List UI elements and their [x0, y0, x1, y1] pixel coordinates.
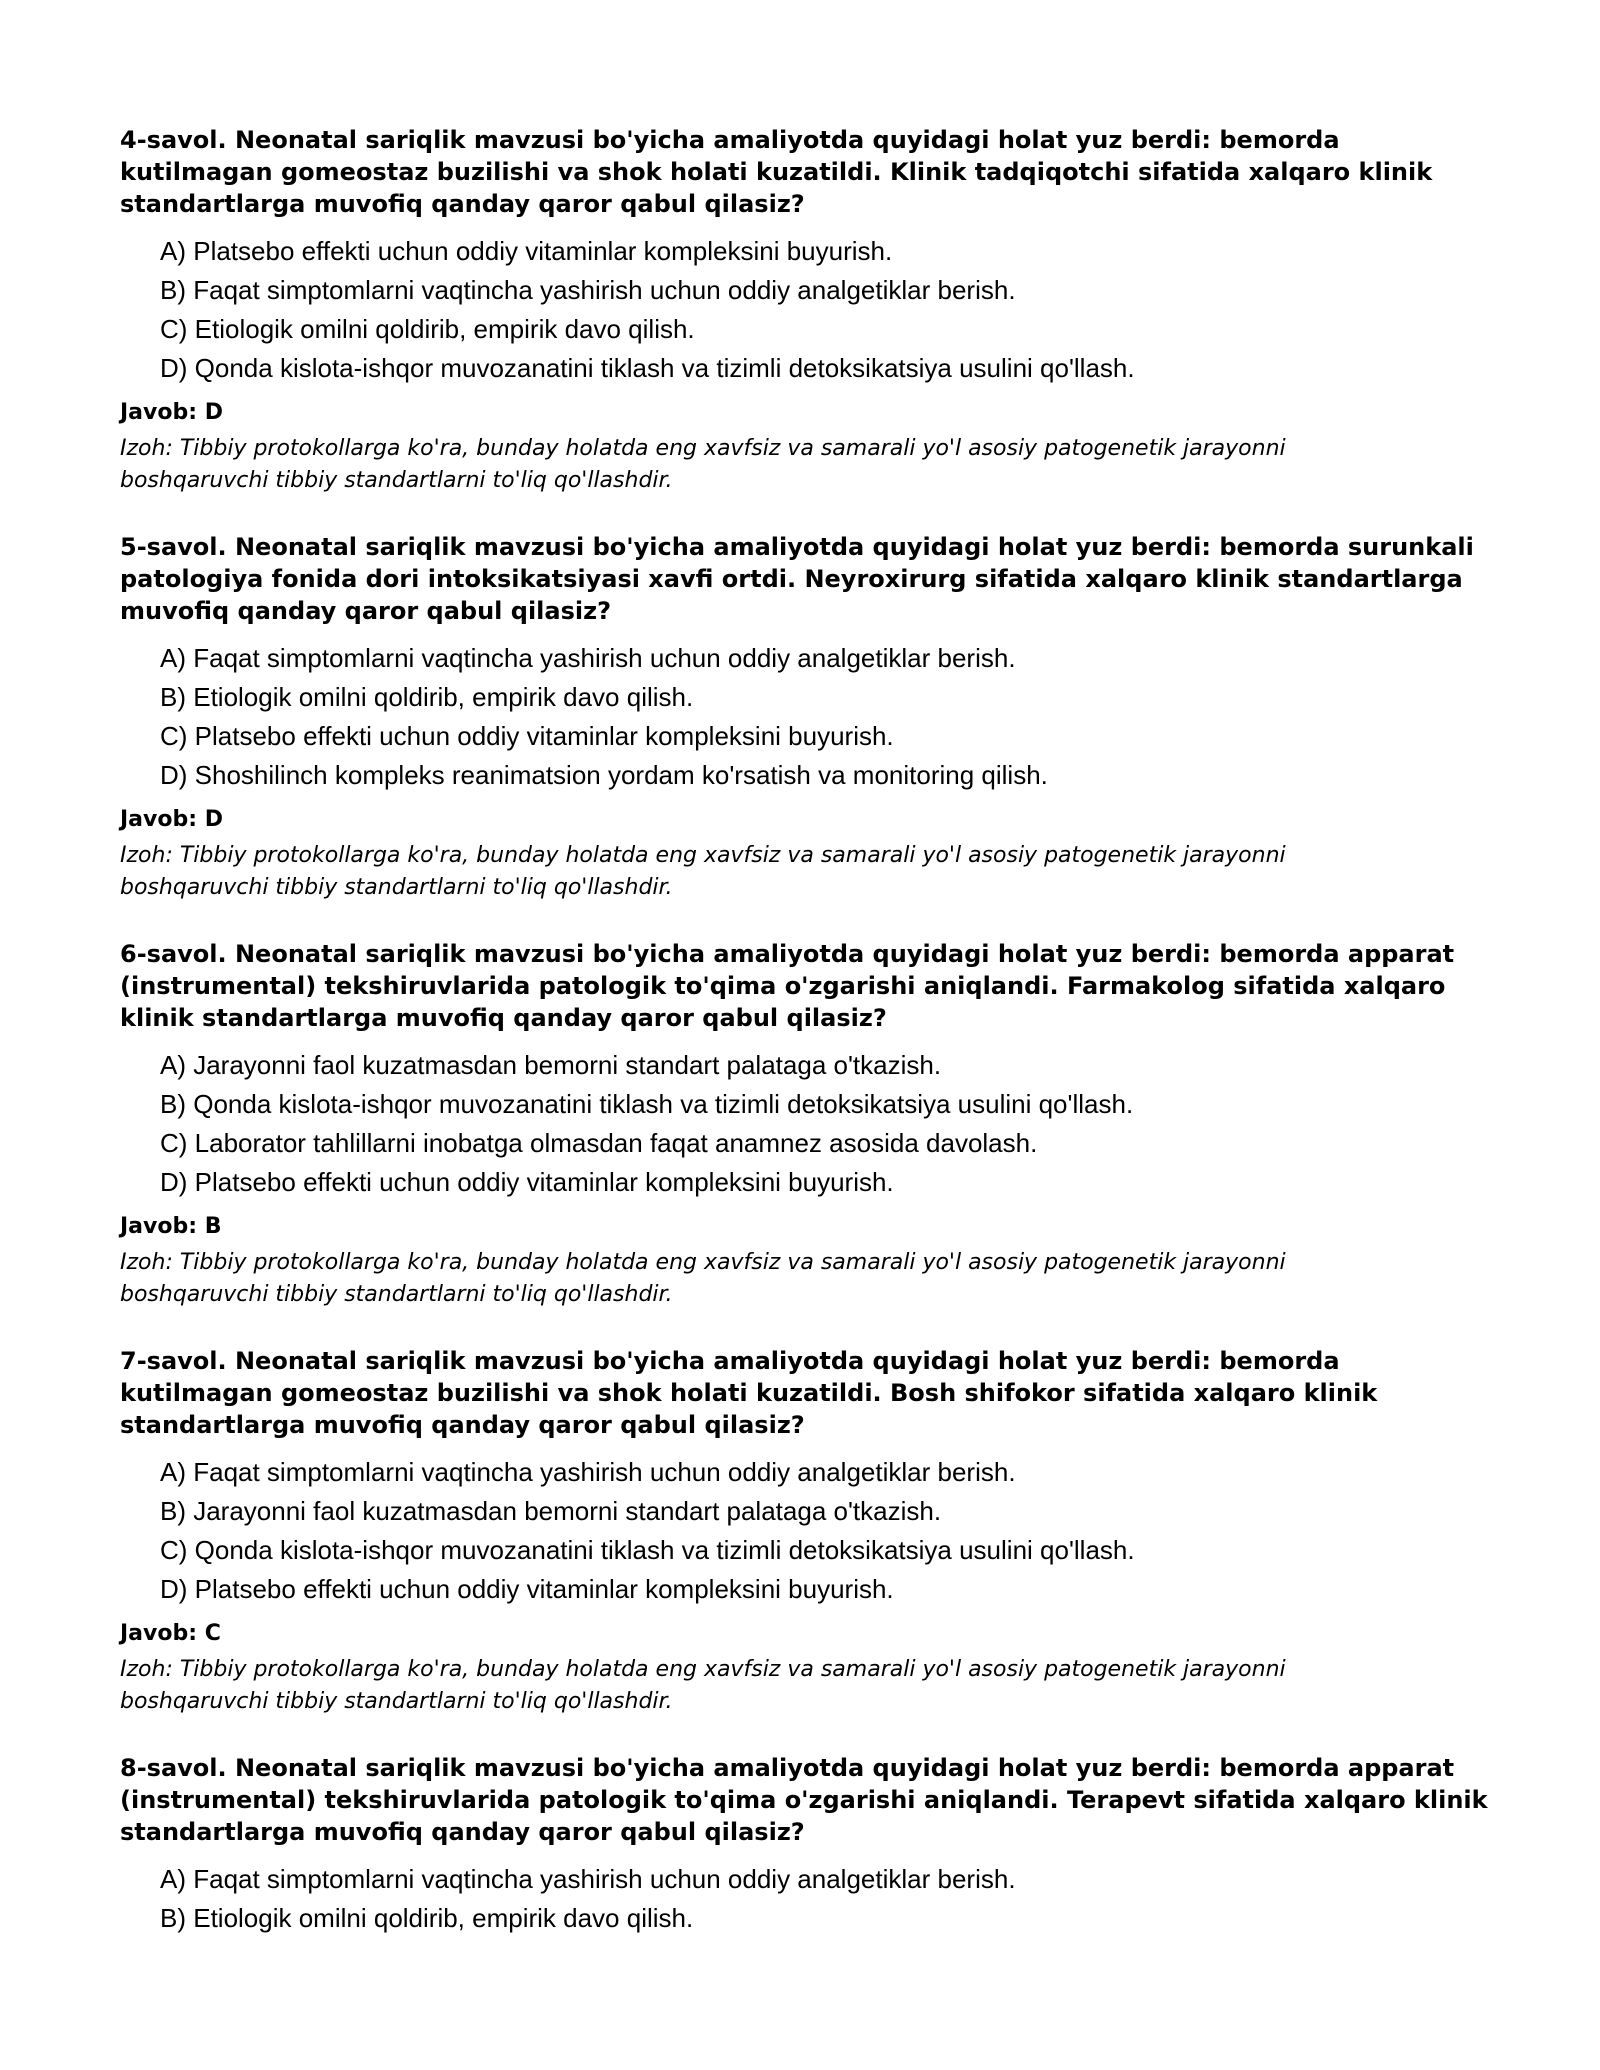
options-list	[120, 232, 1500, 388]
question-block	[120, 1345, 1500, 1718]
question-title: 4-savol. Neonatal sariqlik mavzusi bo'yicha amaliyotda quyidagi holat yuz berdi: bemorda kutilmagan gomeostaz buzilishi va shok holati kuzatildi. Klinik tadqiqotchi sifatida xalqaro klinik standartlarga muvofiq qanday qaror qabul qilasiz?	[120, 126, 1433, 218]
option-b: B) Etiologik omilni qoldirib, empirik davo qilish.	[160, 682, 694, 712]
option-c: C) Qonda kislota-ishqor muvozanatini tiklash va tizimli detoksikatsiya usulini qo'llash.	[160, 1535, 1135, 1565]
answer-label: Javob: D	[120, 400, 223, 425]
explanation-text: Izoh: Tibbiy protokollarga ko'ra, bunday holatda eng xavfsiz va samarali yo'l asosiy patogenetik jarayonni boshqaruvchi tibbiy standartlarni to'liq qo'llashdir.	[120, 436, 1286, 493]
question-block	[120, 531, 1500, 904]
question-block	[120, 1752, 1500, 1938]
option-d: D) Qonda kislota-ishqor muvozanatini tiklash va tizimli detoksikatsiya usulini qo'llash.	[160, 353, 1135, 383]
option-a: A) Platsebo effekti uchun oddiy vitaminlar kompleksini buyurish.	[160, 236, 893, 266]
option-d: D) Shoshilinch kompleks reanimatsion yordam ko'rsatish va monitoring qilish.	[160, 760, 1048, 790]
document-page	[120, 124, 1500, 1972]
option-a: A) Faqat simptomlarni vaqtincha yashirish uchun oddiy analgetiklar berish.	[160, 1864, 1016, 1894]
option-b: B) Qonda kislota-ishqor muvozanatini tiklash va tizimli detoksikatsiya usulini qo'llash.	[160, 1089, 1134, 1119]
explanation-text: Izoh: Tibbiy protokollarga ko'ra, bunday holatda eng xavfsiz va samarali yo'l asosiy patogenetik jarayonni boshqaruvchi tibbiy standartlarni to'liq qo'llashdir.	[120, 1250, 1286, 1307]
explanation-text: Izoh: Tibbiy protokollarga ko'ra, bunday holatda eng xavfsiz va samarali yo'l asosiy patogenetik jarayonni boshqaruvchi tibbiy standartlarni to'liq qo'llashdir.	[120, 1657, 1286, 1714]
option-a: A) Jarayonni faol kuzatmasdan bemorni standart palataga o'tkazish.	[160, 1050, 942, 1080]
question-block	[120, 938, 1500, 1311]
answer-label: Javob: D	[120, 807, 223, 832]
answer-label: Javob: C	[120, 1621, 221, 1646]
option-d: D) Platsebo effekti uchun oddiy vitaminlar kompleksini buyurish.	[160, 1167, 894, 1197]
question-title: 6-savol. Neonatal sariqlik mavzusi bo'yicha amaliyotda quyidagi holat yuz berdi: bemorda apparat (instrumental) tekshiruvlarida patologik to'qima o'zgarishi aniqlandi. Farmakolog sifatida xalqaro klinik standartlarga muvofiq qanday qaror qabul qilasiz?	[120, 940, 1455, 1032]
question-title: 8-savol. Neonatal sariqlik mavzusi bo'yicha amaliyotda quyidagi holat yuz berdi: bemorda apparat (instrumental) tekshiruvlarida patologik to'qima o'zgarishi aniqlandi. Terapevt sifatida xalqaro klinik standartlarga muvofiq qanday qaror qabul qilasiz?	[120, 1754, 1488, 1846]
explanation-text: Izoh: Tibbiy protokollarga ko'ra, bunday holatda eng xavfsiz va samarali yo'l asosiy patogenetik jarayonni boshqaruvchi tibbiy standartlarni to'liq qo'llashdir.	[120, 843, 1286, 900]
option-c: C) Platsebo effekti uchun oddiy vitaminlar kompleksini buyurish.	[160, 721, 894, 751]
question-block	[120, 124, 1500, 497]
options-list	[120, 639, 1500, 795]
option-d: D) Platsebo effekti uchun oddiy vitaminlar kompleksini buyurish.	[160, 1574, 894, 1604]
options-list	[120, 1453, 1500, 1609]
question-title: 5-savol. Neonatal sariqlik mavzusi bo'yicha amaliyotda quyidagi holat yuz berdi: bemorda surunkali patologiya fonida dori intoksikatsiyasi xavfi ortdi. Neyroxirurg sifatida xalqaro klinik standartlarga muvofiq qanday qaror qabul qilasiz?	[120, 533, 1474, 625]
option-b: B) Etiologik omilni qoldirib, empirik davo qilish.	[160, 1903, 694, 1933]
options-list	[120, 1046, 1500, 1202]
option-c: C) Laborator tahlillarni inobatga olmasdan faqat anamnez asosida davolash.	[160, 1128, 1038, 1158]
option-b: B) Jarayonni faol kuzatmasdan bemorni standart palataga o'tkazish.	[160, 1496, 942, 1526]
options-list	[120, 1860, 1500, 1938]
question-title: 7-savol. Neonatal sariqlik mavzusi bo'yicha amaliyotda quyidagi holat yuz berdi: bemorda kutilmagan gomeostaz buzilishi va shok holati kuzatildi. Bosh shifokor sifatida xalqaro klinik standartlarga muvofiq qanday qaror qabul qilasiz?	[120, 1347, 1378, 1439]
option-a: A) Faqat simptomlarni vaqtincha yashirish uchun oddiy analgetiklar berish.	[160, 1457, 1016, 1487]
option-b: B) Faqat simptomlarni vaqtincha yashirish uchun oddiy analgetiklar berish.	[160, 275, 1016, 305]
answer-label: Javob: B	[120, 1214, 222, 1239]
option-a: A) Faqat simptomlarni vaqtincha yashirish uchun oddiy analgetiklar berish.	[160, 643, 1016, 673]
option-c: C) Etiologik omilni qoldirib, empirik davo qilish.	[160, 314, 695, 344]
